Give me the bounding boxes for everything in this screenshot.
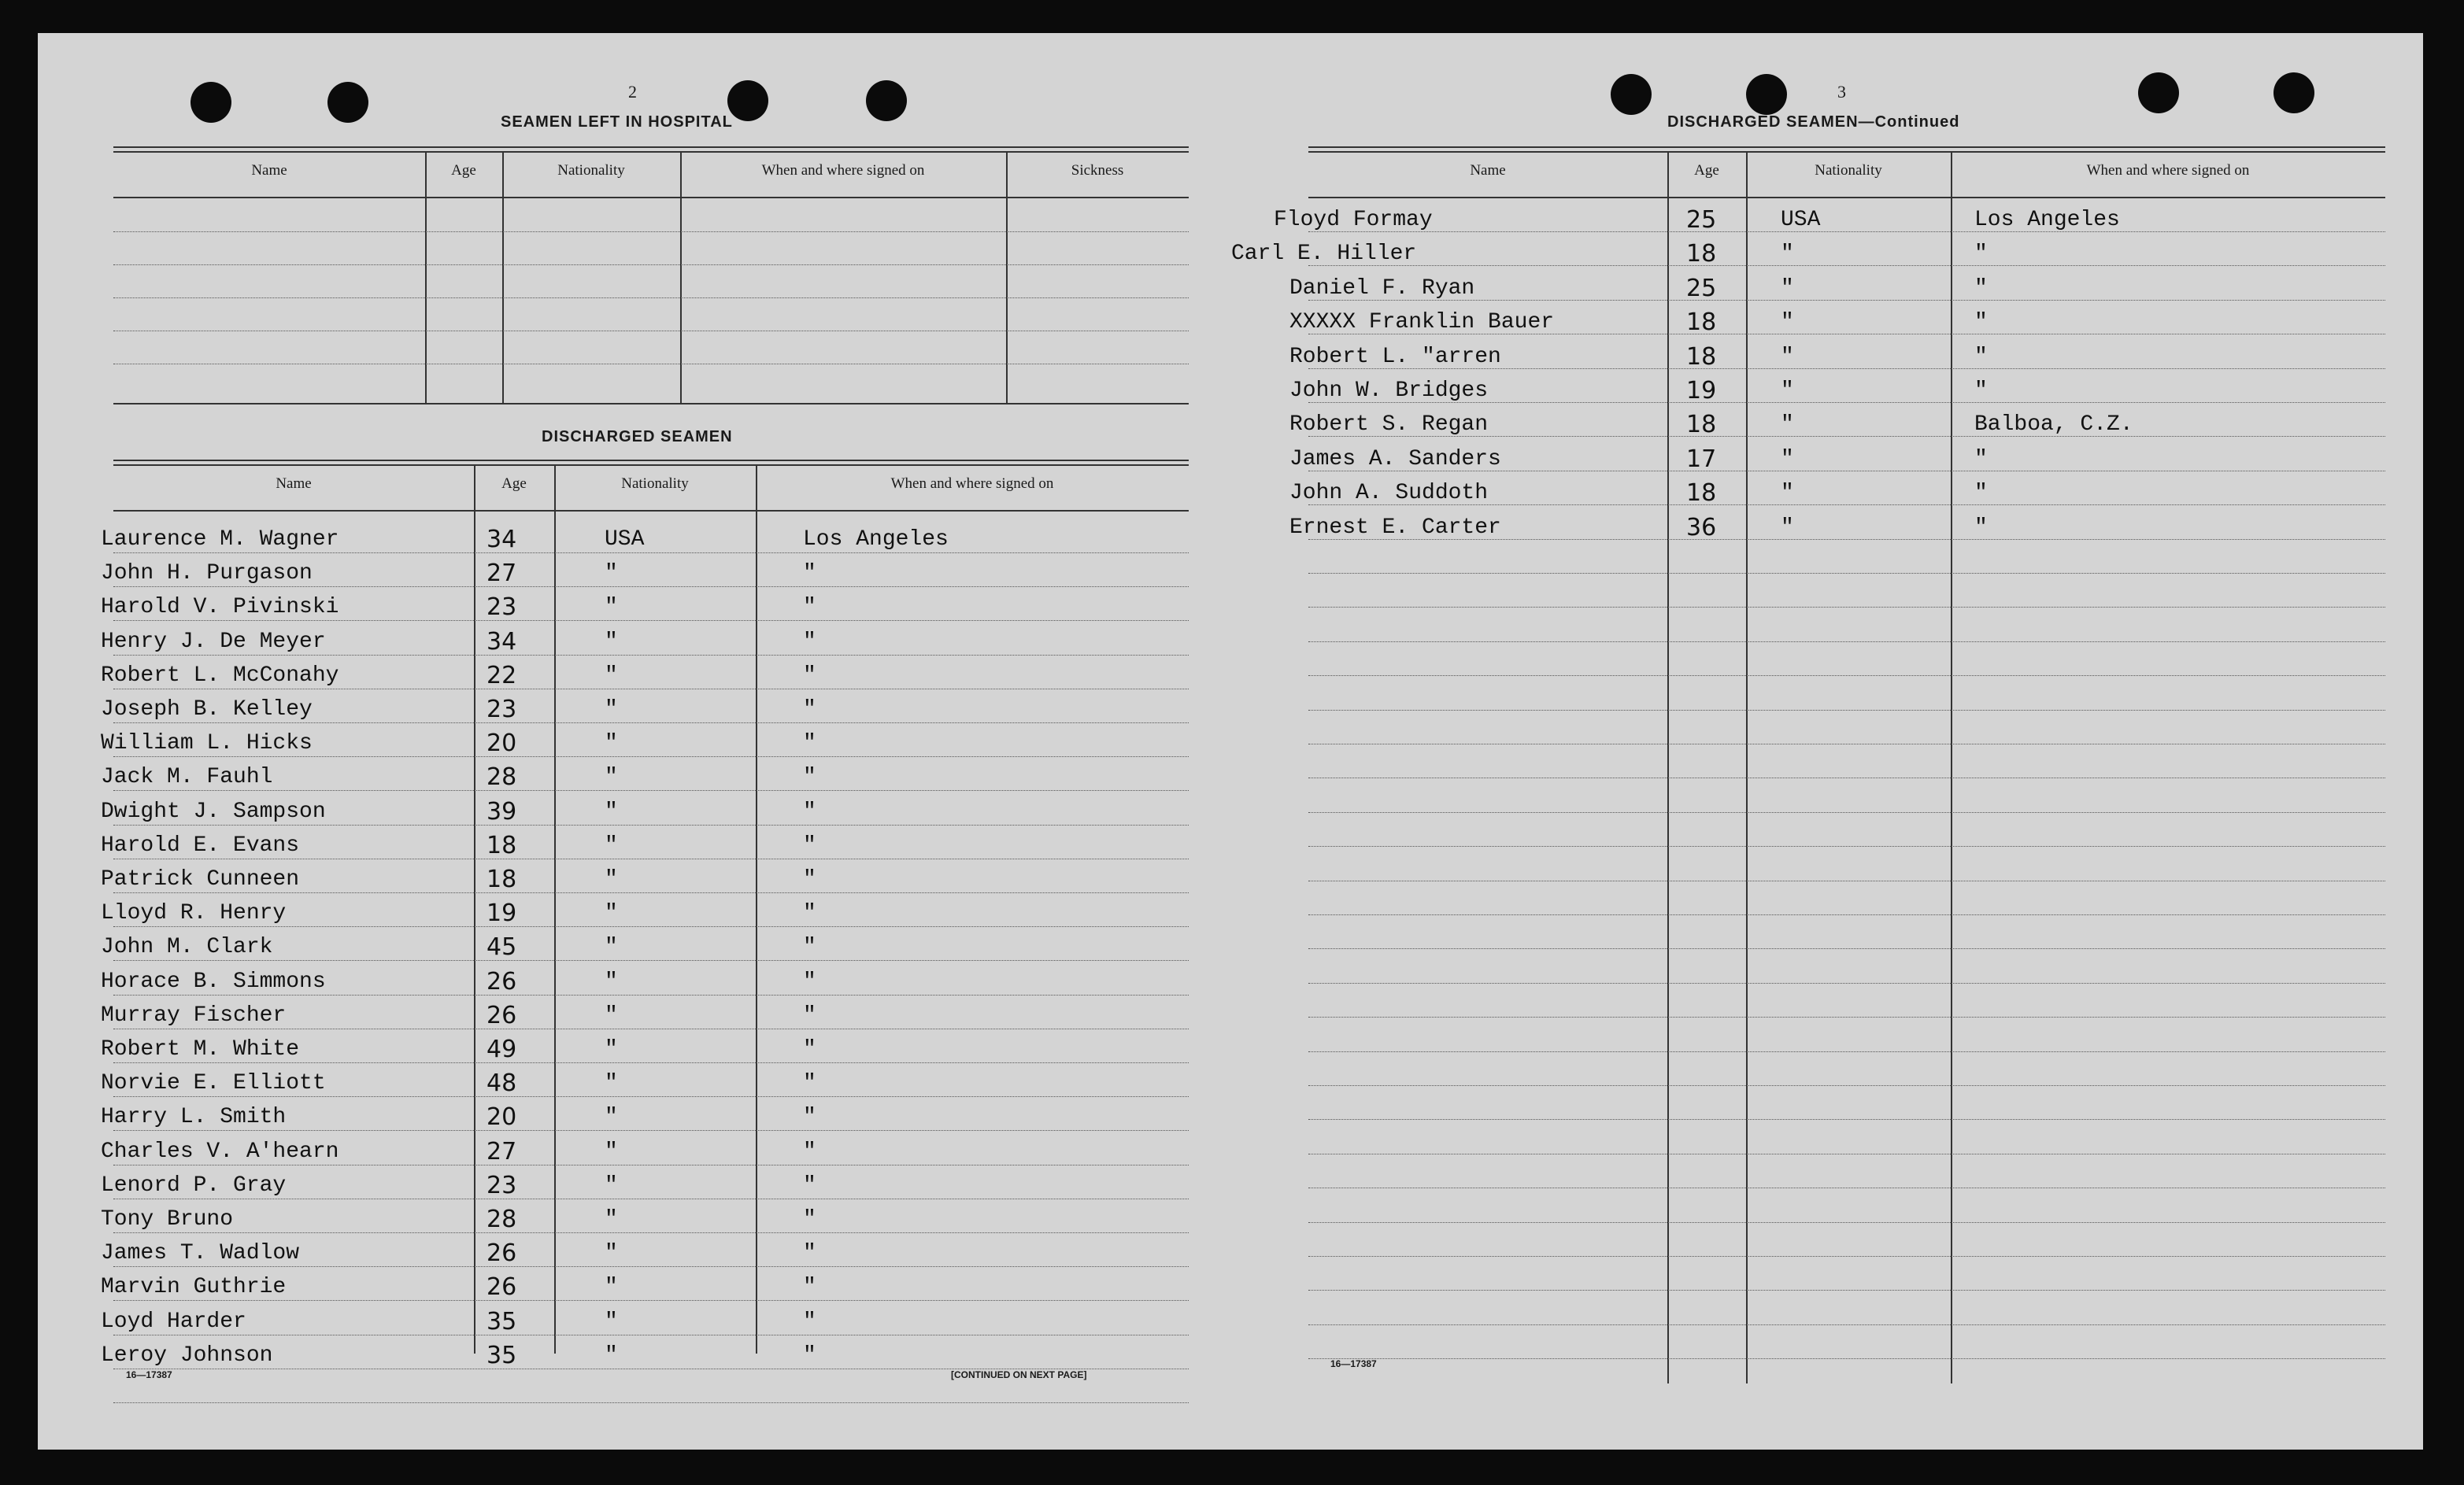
seaman-age: 19 (487, 899, 517, 927)
seaman-age: 18 (1686, 343, 1717, 371)
table-top-rule (1308, 146, 2385, 148)
seaman-nationality: " (605, 1275, 618, 1299)
continued-note: [CONTINUED ON NEXT PAGE] (951, 1369, 1087, 1380)
seaman-signed-on: " (803, 1310, 816, 1334)
seaman-name: Henry J. De Meyer (101, 630, 326, 654)
row-line (113, 825, 1189, 826)
seaman-name: John W. Bridges (1289, 379, 1489, 403)
seaman-nationality: " (1781, 447, 1794, 471)
seaman-signed-on: " (803, 1037, 816, 1062)
row-line (113, 655, 1189, 656)
seaman-signed-on: " (803, 663, 816, 688)
seaman-nationality: " (1781, 276, 1794, 301)
seaman-name: Lenord P. Gray (101, 1173, 287, 1198)
column-header: Age (1694, 162, 1719, 179)
seaman-name: Robert M. White (101, 1037, 300, 1062)
seaman-age: 39 (487, 798, 517, 826)
punch-hole (2273, 72, 2314, 113)
seaman-nationality: " (605, 1003, 618, 1028)
seaman-nationality: " (605, 561, 618, 586)
seaman-name: Charles V. A'hearn (101, 1140, 339, 1164)
column-divider (474, 466, 475, 1354)
seaman-signed-on: " (803, 697, 816, 722)
seaman-signed-on: " (1974, 481, 1988, 505)
seaman-nationality: " (1781, 412, 1794, 437)
column-header: When and where signed on (2086, 162, 2250, 179)
seaman-age: 26 (487, 1002, 517, 1029)
row-line (1308, 1290, 2385, 1291)
seaman-nationality: " (605, 901, 618, 925)
seaman-signed-on: " (803, 901, 816, 925)
seaman-name: Carl E. Hiller (1231, 242, 1417, 266)
seaman-age: 25 (1686, 206, 1717, 234)
seaman-age: 35 (487, 1342, 517, 1369)
row-line (1308, 983, 2385, 984)
row-line (113, 586, 1189, 587)
seaman-name: John H. Purgason (101, 561, 313, 586)
discharged-continued-title (1667, 113, 1959, 131)
row-line (113, 1266, 1189, 1267)
column-header: Nationality (557, 162, 625, 179)
seaman-signed-on: " (1974, 447, 1988, 471)
column-header: Name (251, 162, 287, 179)
seaman-age: 48 (487, 1069, 517, 1097)
column-header: Name (1470, 162, 1506, 179)
column-divider (554, 466, 556, 1354)
row-line (1308, 710, 2385, 711)
row-line (1308, 812, 2385, 813)
seaman-age: 18 (1686, 240, 1717, 268)
seaman-nationality: USA (1781, 208, 1821, 232)
row-line (113, 1096, 1189, 1097)
page-number: 3 (1837, 82, 1846, 102)
table-top-rule (113, 146, 1189, 148)
seaman-nationality: " (605, 800, 618, 824)
punch-hole (1746, 74, 1787, 115)
column-divider (502, 153, 504, 404)
row-line (1308, 1324, 2385, 1325)
seaman-age: 22 (487, 662, 517, 689)
title-text: DISCHARGED SEAMEN (1667, 113, 1859, 131)
seaman-age: 35 (487, 1308, 517, 1335)
seaman-signed-on: " (1974, 515, 1988, 540)
column-divider (1951, 153, 1952, 1383)
seaman-name: Murray Fischer (101, 1003, 287, 1028)
seaman-nationality: " (605, 867, 618, 892)
seaman-age: 26 (487, 968, 517, 996)
seaman-nationality: " (1781, 310, 1794, 334)
table-top-rule (113, 464, 1189, 466)
seaman-age: 23 (487, 696, 517, 723)
seaman-age: 26 (487, 1239, 517, 1267)
seaman-age: 34 (487, 628, 517, 656)
seaman-signed-on: Los Angeles (1974, 208, 2120, 232)
seaman-signed-on: Balboa, C.Z. (1974, 412, 2133, 437)
seaman-name: Daniel F. Ryan (1289, 276, 1475, 301)
seaman-signed-on: " (803, 765, 816, 789)
seaman-nationality: " (605, 731, 618, 755)
row-line (113, 1232, 1189, 1233)
seaman-signed-on: " (803, 1140, 816, 1164)
seaman-nationality: " (605, 1343, 618, 1368)
punch-hole (327, 82, 368, 123)
punch-hole (1611, 74, 1652, 115)
punch-hole (2138, 72, 2179, 113)
seaman-nationality: " (605, 1105, 618, 1129)
seaman-signed-on: " (803, 970, 816, 994)
row-line (1308, 573, 2385, 574)
seaman-nationality: " (605, 663, 618, 688)
seaman-name: Horace B. Simmons (101, 970, 326, 994)
seaman-age: 45 (487, 933, 517, 961)
seaman-nationality: " (605, 1241, 618, 1265)
column-header: Name (276, 475, 312, 492)
seaman-name: Ernest E. Carter (1289, 515, 1501, 540)
seaman-nationality: " (605, 1037, 618, 1062)
seaman-age: 27 (487, 1138, 517, 1165)
row-line (1308, 1256, 2385, 1257)
seaman-signed-on: " (1974, 310, 1988, 334)
row-line (1308, 1085, 2385, 1086)
column-header: When and where signed on (761, 162, 925, 179)
seaman-age: 20 (487, 1103, 517, 1131)
row-line (113, 1300, 1189, 1301)
punch-hole (191, 82, 231, 123)
seaman-signed-on: " (803, 630, 816, 654)
row-line (113, 892, 1189, 893)
row-line (1308, 675, 2385, 676)
hospital-section-title: SEAMEN LEFT IN HOSPITAL (501, 113, 733, 131)
seaman-age: 28 (487, 763, 517, 791)
row-line (113, 264, 1189, 265)
row-line (1308, 1051, 2385, 1052)
seaman-name: Loyd Harder (101, 1310, 246, 1334)
seaman-age: 27 (487, 560, 517, 587)
seaman-signed-on: " (1974, 345, 1988, 369)
discharged-section-title: DISCHARGED SEAMEN (542, 428, 733, 445)
seaman-nationality: " (1781, 481, 1794, 505)
seaman-name: James A. Sanders (1289, 447, 1501, 471)
seaman-signed-on: " (803, 867, 816, 892)
seaman-nationality: " (605, 1207, 618, 1232)
column-divider (1006, 153, 1008, 404)
row-line (1308, 1222, 2385, 1223)
table-header-rule (113, 197, 1189, 198)
seaman-name: Harry L. Smith (101, 1105, 287, 1129)
row-line (113, 297, 1189, 298)
seaman-age: 18 (487, 832, 517, 859)
row-line (113, 756, 1189, 757)
seaman-age: 26 (487, 1273, 517, 1301)
seaman-nationality: USA (605, 527, 645, 552)
column-header: Age (501, 475, 527, 492)
seaman-signed-on: " (803, 731, 816, 755)
seaman-nationality: " (605, 595, 618, 619)
seaman-signed-on: " (803, 1003, 816, 1028)
seaman-nationality: " (605, 1071, 618, 1095)
row-line (113, 620, 1189, 621)
seaman-signed-on: " (803, 1275, 816, 1299)
seaman-name: Robert L. McConahy (101, 663, 339, 688)
column-divider (756, 466, 757, 1354)
seaman-signed-on: " (803, 1207, 816, 1232)
seaman-signed-on: Los Angeles (803, 527, 949, 552)
table-top-rule (1308, 151, 2385, 153)
seaman-signed-on: " (803, 1071, 816, 1095)
seaman-age: 34 (487, 526, 517, 553)
seaman-nationality: " (605, 1310, 618, 1334)
seaman-name: John M. Clark (101, 935, 273, 959)
seaman-age: 49 (487, 1036, 517, 1063)
seaman-age: 18 (487, 866, 517, 893)
row-line (113, 722, 1189, 723)
seaman-name: Floyd Formay (1274, 208, 1433, 232)
seaman-age: 36 (1686, 514, 1717, 541)
row-line (1308, 1119, 2385, 1120)
seaman-signed-on: " (803, 1241, 816, 1265)
seaman-name: Lloyd R. Henry (101, 901, 287, 925)
column-divider (1667, 153, 1669, 1383)
seaman-nationality: " (1781, 242, 1794, 266)
seaman-nationality: " (605, 697, 618, 722)
table-top-rule (113, 460, 1189, 461)
seaman-age: 23 (487, 1172, 517, 1199)
document-sheet (38, 33, 2423, 1450)
seaman-signed-on: " (803, 1105, 816, 1129)
seaman-name: XXXXX Franklin Bauer (1289, 310, 1555, 334)
seaman-nationality: " (1781, 515, 1794, 540)
seaman-name: Jack M. Fauhl (101, 765, 273, 789)
column-divider (680, 153, 682, 404)
seaman-name: Tony Bruno (101, 1207, 234, 1232)
seaman-age: 18 (1686, 411, 1717, 438)
row-line (113, 231, 1189, 232)
column-divider (425, 153, 427, 404)
form-number: 16—17387 (126, 1369, 172, 1380)
seaman-name: Harold V. Pivinski (101, 595, 339, 619)
seaman-name: Harold E. Evans (101, 833, 300, 858)
seaman-signed-on: " (1974, 276, 1988, 301)
seaman-signed-on: " (1974, 379, 1988, 403)
table-header-rule (113, 510, 1189, 512)
seaman-nationality: " (605, 630, 618, 654)
seaman-age: 28 (487, 1206, 517, 1233)
seaman-name: William L. Hicks (101, 731, 313, 755)
table-bottom-rule (113, 403, 1189, 404)
seaman-nationality: " (605, 833, 618, 858)
seaman-signed-on: " (803, 833, 816, 858)
seaman-age: 19 (1686, 377, 1717, 404)
seaman-signed-on: " (803, 595, 816, 619)
column-header: When and where signed on (890, 475, 1054, 492)
seaman-age: 25 (1686, 275, 1717, 302)
seaman-nationality: " (605, 1140, 618, 1164)
seaman-age: 20 (487, 730, 517, 757)
row-line (1308, 607, 2385, 608)
page-number: 2 (628, 82, 637, 102)
seaman-age: 18 (1686, 308, 1717, 336)
seaman-nationality: " (605, 935, 618, 959)
row-line (113, 552, 1189, 553)
column-divider (1746, 153, 1748, 1383)
seaman-age: 18 (1686, 479, 1717, 507)
title-suffix: —Continued (1858, 113, 1960, 131)
row-line (113, 995, 1189, 996)
seaman-nationality: " (605, 765, 618, 789)
seaman-name: Leroy Johnson (101, 1343, 273, 1368)
seaman-age: 23 (487, 593, 517, 621)
row-line (1308, 948, 2385, 949)
seaman-name: Dwight J. Sampson (101, 800, 326, 824)
row-line (1308, 265, 2385, 266)
seaman-name: Norvie E. Elliott (101, 1071, 326, 1095)
seaman-name: Marvin Guthrie (101, 1275, 287, 1299)
table-header-rule (1308, 197, 2385, 198)
seaman-name: Robert S. Regan (1289, 412, 1489, 437)
seaman-name: Laurence M. Wagner (101, 527, 339, 552)
seaman-name: Patrick Cunneen (101, 867, 300, 892)
seaman-signed-on: " (803, 1343, 816, 1368)
column-header: Nationality (1815, 162, 1882, 179)
seaman-nationality: " (605, 1173, 618, 1198)
punch-hole (866, 80, 907, 121)
seaman-nationality: " (1781, 379, 1794, 403)
row-line (1308, 846, 2385, 847)
row-line (1308, 1358, 2385, 1359)
row-line (113, 1062, 1189, 1063)
seaman-name: John A. Suddoth (1289, 481, 1489, 505)
seaman-signed-on: " (803, 935, 816, 959)
punch-hole (727, 80, 768, 121)
row-line (113, 960, 1189, 961)
seaman-signed-on: " (1974, 242, 1988, 266)
seaman-name: James T. Wadlow (101, 1241, 300, 1265)
seaman-name: Joseph B. Kelley (101, 697, 313, 722)
column-header: Age (451, 162, 476, 179)
row-line (113, 1402, 1189, 1403)
row-line (1308, 641, 2385, 642)
column-header: Nationality (621, 475, 689, 492)
seaman-signed-on: " (803, 800, 816, 824)
row-line (1308, 1017, 2385, 1018)
seaman-signed-on: " (803, 561, 816, 586)
row-line (1308, 231, 2385, 232)
table-top-rule (113, 151, 1189, 153)
row-line (113, 1130, 1189, 1131)
seaman-signed-on: " (803, 1173, 816, 1198)
seaman-nationality: " (1781, 345, 1794, 369)
row-line (113, 926, 1189, 927)
seaman-age: 17 (1686, 445, 1717, 473)
seaman-name: Robert L. "arren (1289, 345, 1501, 369)
row-line (1308, 914, 2385, 915)
form-number: 16—17387 (1330, 1358, 1377, 1369)
seaman-nationality: " (605, 970, 618, 994)
row-line (113, 790, 1189, 791)
column-header: Sickness (1071, 162, 1124, 179)
